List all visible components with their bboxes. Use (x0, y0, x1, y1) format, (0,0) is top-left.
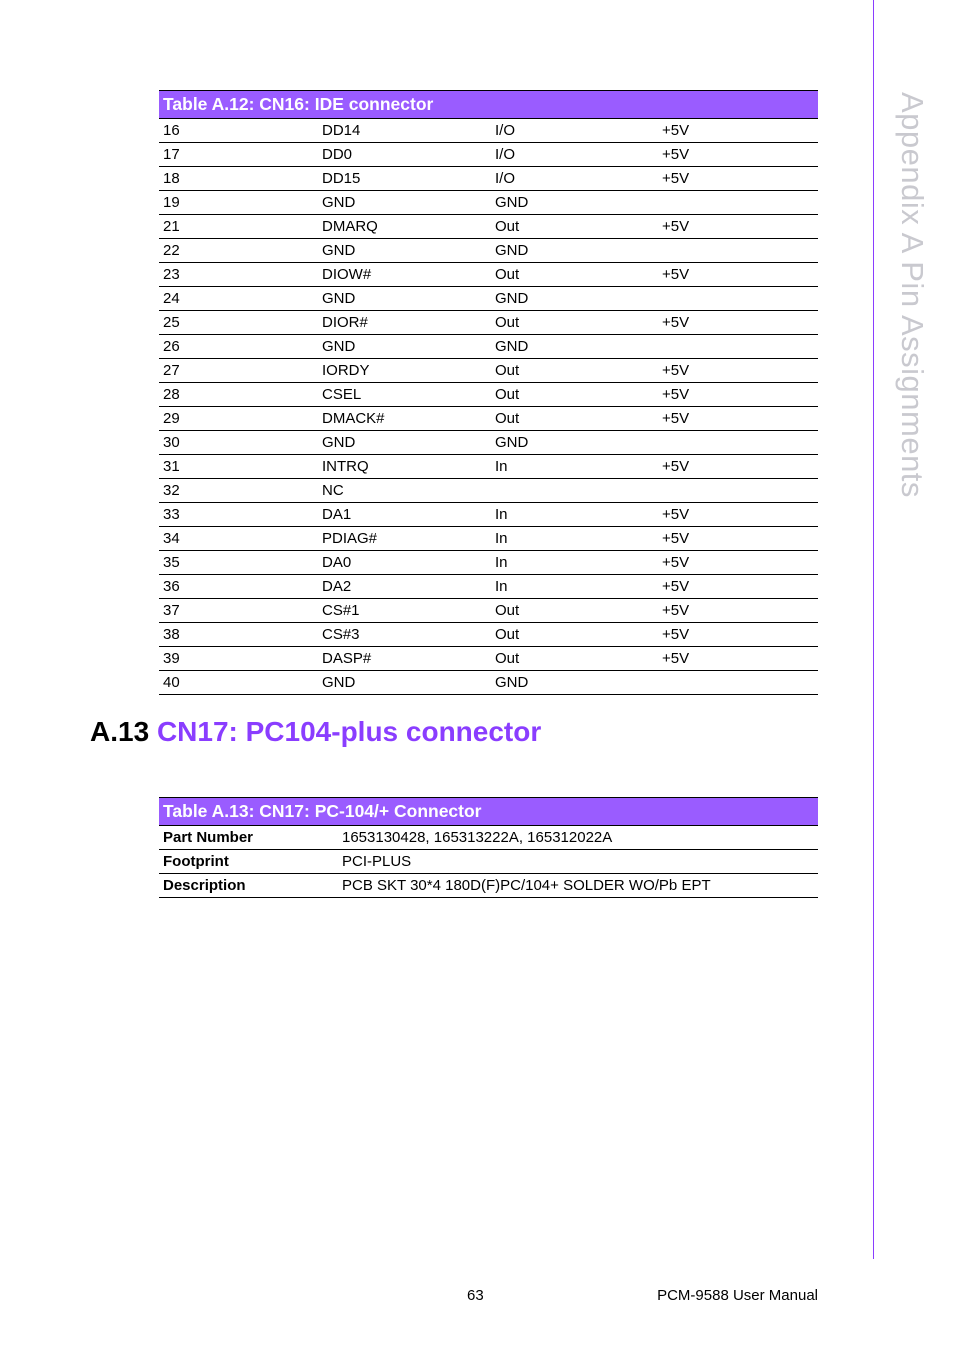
table-cell: DD15 (318, 167, 491, 191)
table-cell: +5V (658, 263, 818, 287)
table-cell: CS#1 (318, 599, 491, 623)
table-cell: Out (491, 623, 658, 647)
table-cell: 30 (159, 431, 318, 455)
table-row (159, 215, 818, 239)
table-cell: +5V (658, 143, 818, 167)
table-cell: In (491, 503, 658, 527)
table-row (159, 623, 818, 647)
table-row (159, 479, 818, 503)
table-cell: +5V (658, 119, 818, 143)
table-row (159, 455, 818, 479)
table-cell (658, 479, 818, 503)
table-cell: 22 (159, 239, 318, 263)
table-cell (658, 671, 818, 695)
table-cell: +5V (658, 215, 818, 239)
table-row (159, 874, 818, 898)
table-cell: 26 (159, 335, 318, 359)
table-cell: INTRQ (318, 455, 491, 479)
table-cell: Description (159, 874, 338, 898)
table-cell: 23 (159, 263, 318, 287)
table-cell: 36 (159, 575, 318, 599)
table-cell: I/O (491, 143, 658, 167)
table-cell: 33 (159, 503, 318, 527)
table-cell: 24 (159, 287, 318, 311)
table-cell: 35 (159, 551, 318, 575)
table-cell: +5V (658, 503, 818, 527)
table-cell: +5V (658, 311, 818, 335)
table-cell: 29 (159, 407, 318, 431)
table-cell: +5V (658, 383, 818, 407)
table-cell: GND (491, 431, 658, 455)
table-cell: PCB SKT 30*4 180D(F)PC/104+ SOLDER WO/Pb EPT (338, 874, 818, 898)
table-row (159, 575, 818, 599)
table-cell: IORDY (318, 359, 491, 383)
table-cell: GND (491, 239, 658, 263)
table-cell: Out (491, 407, 658, 431)
table-cell: GND (491, 287, 658, 311)
table-cell: DMARQ (318, 215, 491, 239)
table-cell: 18 (159, 167, 318, 191)
table-row (159, 191, 818, 215)
table-cell: 40 (159, 671, 318, 695)
table-cell: Part Number (159, 826, 338, 850)
table-cell: +5V (658, 455, 818, 479)
table-caption: Table A.13: CN17: PC-104/+ Connector (159, 798, 818, 826)
table-cell: Out (491, 599, 658, 623)
table-cell: PDIAG# (318, 527, 491, 551)
table-cell: Out (491, 311, 658, 335)
table-cell: In (491, 575, 658, 599)
table-cell (491, 479, 658, 503)
table-cell: Out (491, 647, 658, 671)
table-cell: +5V (658, 407, 818, 431)
table-cell: I/O (491, 119, 658, 143)
table-row (159, 826, 818, 850)
cn17-connector-table (159, 797, 818, 898)
ide-connector-table (159, 90, 818, 695)
table-row (159, 407, 818, 431)
table-cell: +5V (658, 599, 818, 623)
table-cell: DASP# (318, 647, 491, 671)
table-cell: +5V (658, 527, 818, 551)
table-cell: 25 (159, 311, 318, 335)
table-cell: DMACK# (318, 407, 491, 431)
table-cell: NC (318, 479, 491, 503)
table-cell: 32 (159, 479, 318, 503)
table-cell: GND (491, 191, 658, 215)
table-cell: 27 (159, 359, 318, 383)
table-cell: In (491, 455, 658, 479)
table-cell: GND (318, 335, 491, 359)
table-row (159, 383, 818, 407)
table-row (159, 239, 818, 263)
table-cell: DA2 (318, 575, 491, 599)
table-cell: +5V (658, 359, 818, 383)
table-cell: GND (491, 335, 658, 359)
table-cell: 31 (159, 455, 318, 479)
table-cell: +5V (658, 551, 818, 575)
table-cell: Out (491, 359, 658, 383)
table-cell: Out (491, 215, 658, 239)
table-cell: 16 (159, 119, 318, 143)
table-row (159, 263, 818, 287)
table-cell: In (491, 527, 658, 551)
table-cell: GND (318, 191, 491, 215)
table-cell: DIOR# (318, 311, 491, 335)
table-cell: 21 (159, 215, 318, 239)
table-cell: DA1 (318, 503, 491, 527)
table-cell: +5V (658, 575, 818, 599)
table-cell: Out (491, 263, 658, 287)
table-cell: DIOW# (318, 263, 491, 287)
table-cell (658, 287, 818, 311)
table-cell: GND (318, 431, 491, 455)
manual-name: PCM-9588 User Manual (657, 1287, 818, 1304)
table-row (159, 503, 818, 527)
table-row (159, 431, 818, 455)
section-number: A.13 (90, 716, 150, 747)
table-cell: DD0 (318, 143, 491, 167)
table-row (159, 850, 818, 874)
table-row (159, 143, 818, 167)
table-row (159, 551, 818, 575)
table-cell: Footprint (159, 850, 338, 874)
table-cell: Out (491, 383, 658, 407)
section-title: CN17: PC104-plus connector (156, 716, 542, 747)
table-cell: +5V (658, 167, 818, 191)
table-row (159, 359, 818, 383)
table-cell: GND (318, 239, 491, 263)
table-cell: 37 (159, 599, 318, 623)
table-row (159, 599, 818, 623)
chapter-side-title: Appendix A Pin Assignments (895, 92, 930, 498)
table-cell (658, 191, 818, 215)
margin-rule (873, 0, 874, 1259)
table-row (159, 527, 818, 551)
table-row (159, 119, 818, 143)
table-row (159, 167, 818, 191)
table-cell: DA0 (318, 551, 491, 575)
table-cell: GND (318, 287, 491, 311)
page-number: 63 (467, 1287, 484, 1304)
table-cell: 39 (159, 647, 318, 671)
table-cell: +5V (658, 647, 818, 671)
table-cell (658, 335, 818, 359)
table-cell (658, 431, 818, 455)
table-row (159, 287, 818, 311)
table-row (159, 335, 818, 359)
table-cell: In (491, 551, 658, 575)
table-cell: 34 (159, 527, 318, 551)
table-cell: +5V (658, 623, 818, 647)
table-cell: CS#3 (318, 623, 491, 647)
table-cell: GND (318, 671, 491, 695)
table-cell: 1653130428, 165313222A, 165312022A (338, 826, 818, 850)
table-cell: CSEL (318, 383, 491, 407)
table-cell: 19 (159, 191, 318, 215)
table-cell: 38 (159, 623, 318, 647)
table-row (159, 647, 818, 671)
table-caption: Table A.12: CN16: IDE connector (159, 91, 818, 119)
section-heading (90, 716, 541, 748)
table-cell: GND (491, 671, 658, 695)
table-cell: I/O (491, 167, 658, 191)
table-row (159, 671, 818, 695)
table-cell: 28 (159, 383, 318, 407)
table-cell (658, 239, 818, 263)
table-cell: 17 (159, 143, 318, 167)
table-cell: PCI-PLUS (338, 850, 818, 874)
table-cell: DD14 (318, 119, 491, 143)
table-row (159, 311, 818, 335)
